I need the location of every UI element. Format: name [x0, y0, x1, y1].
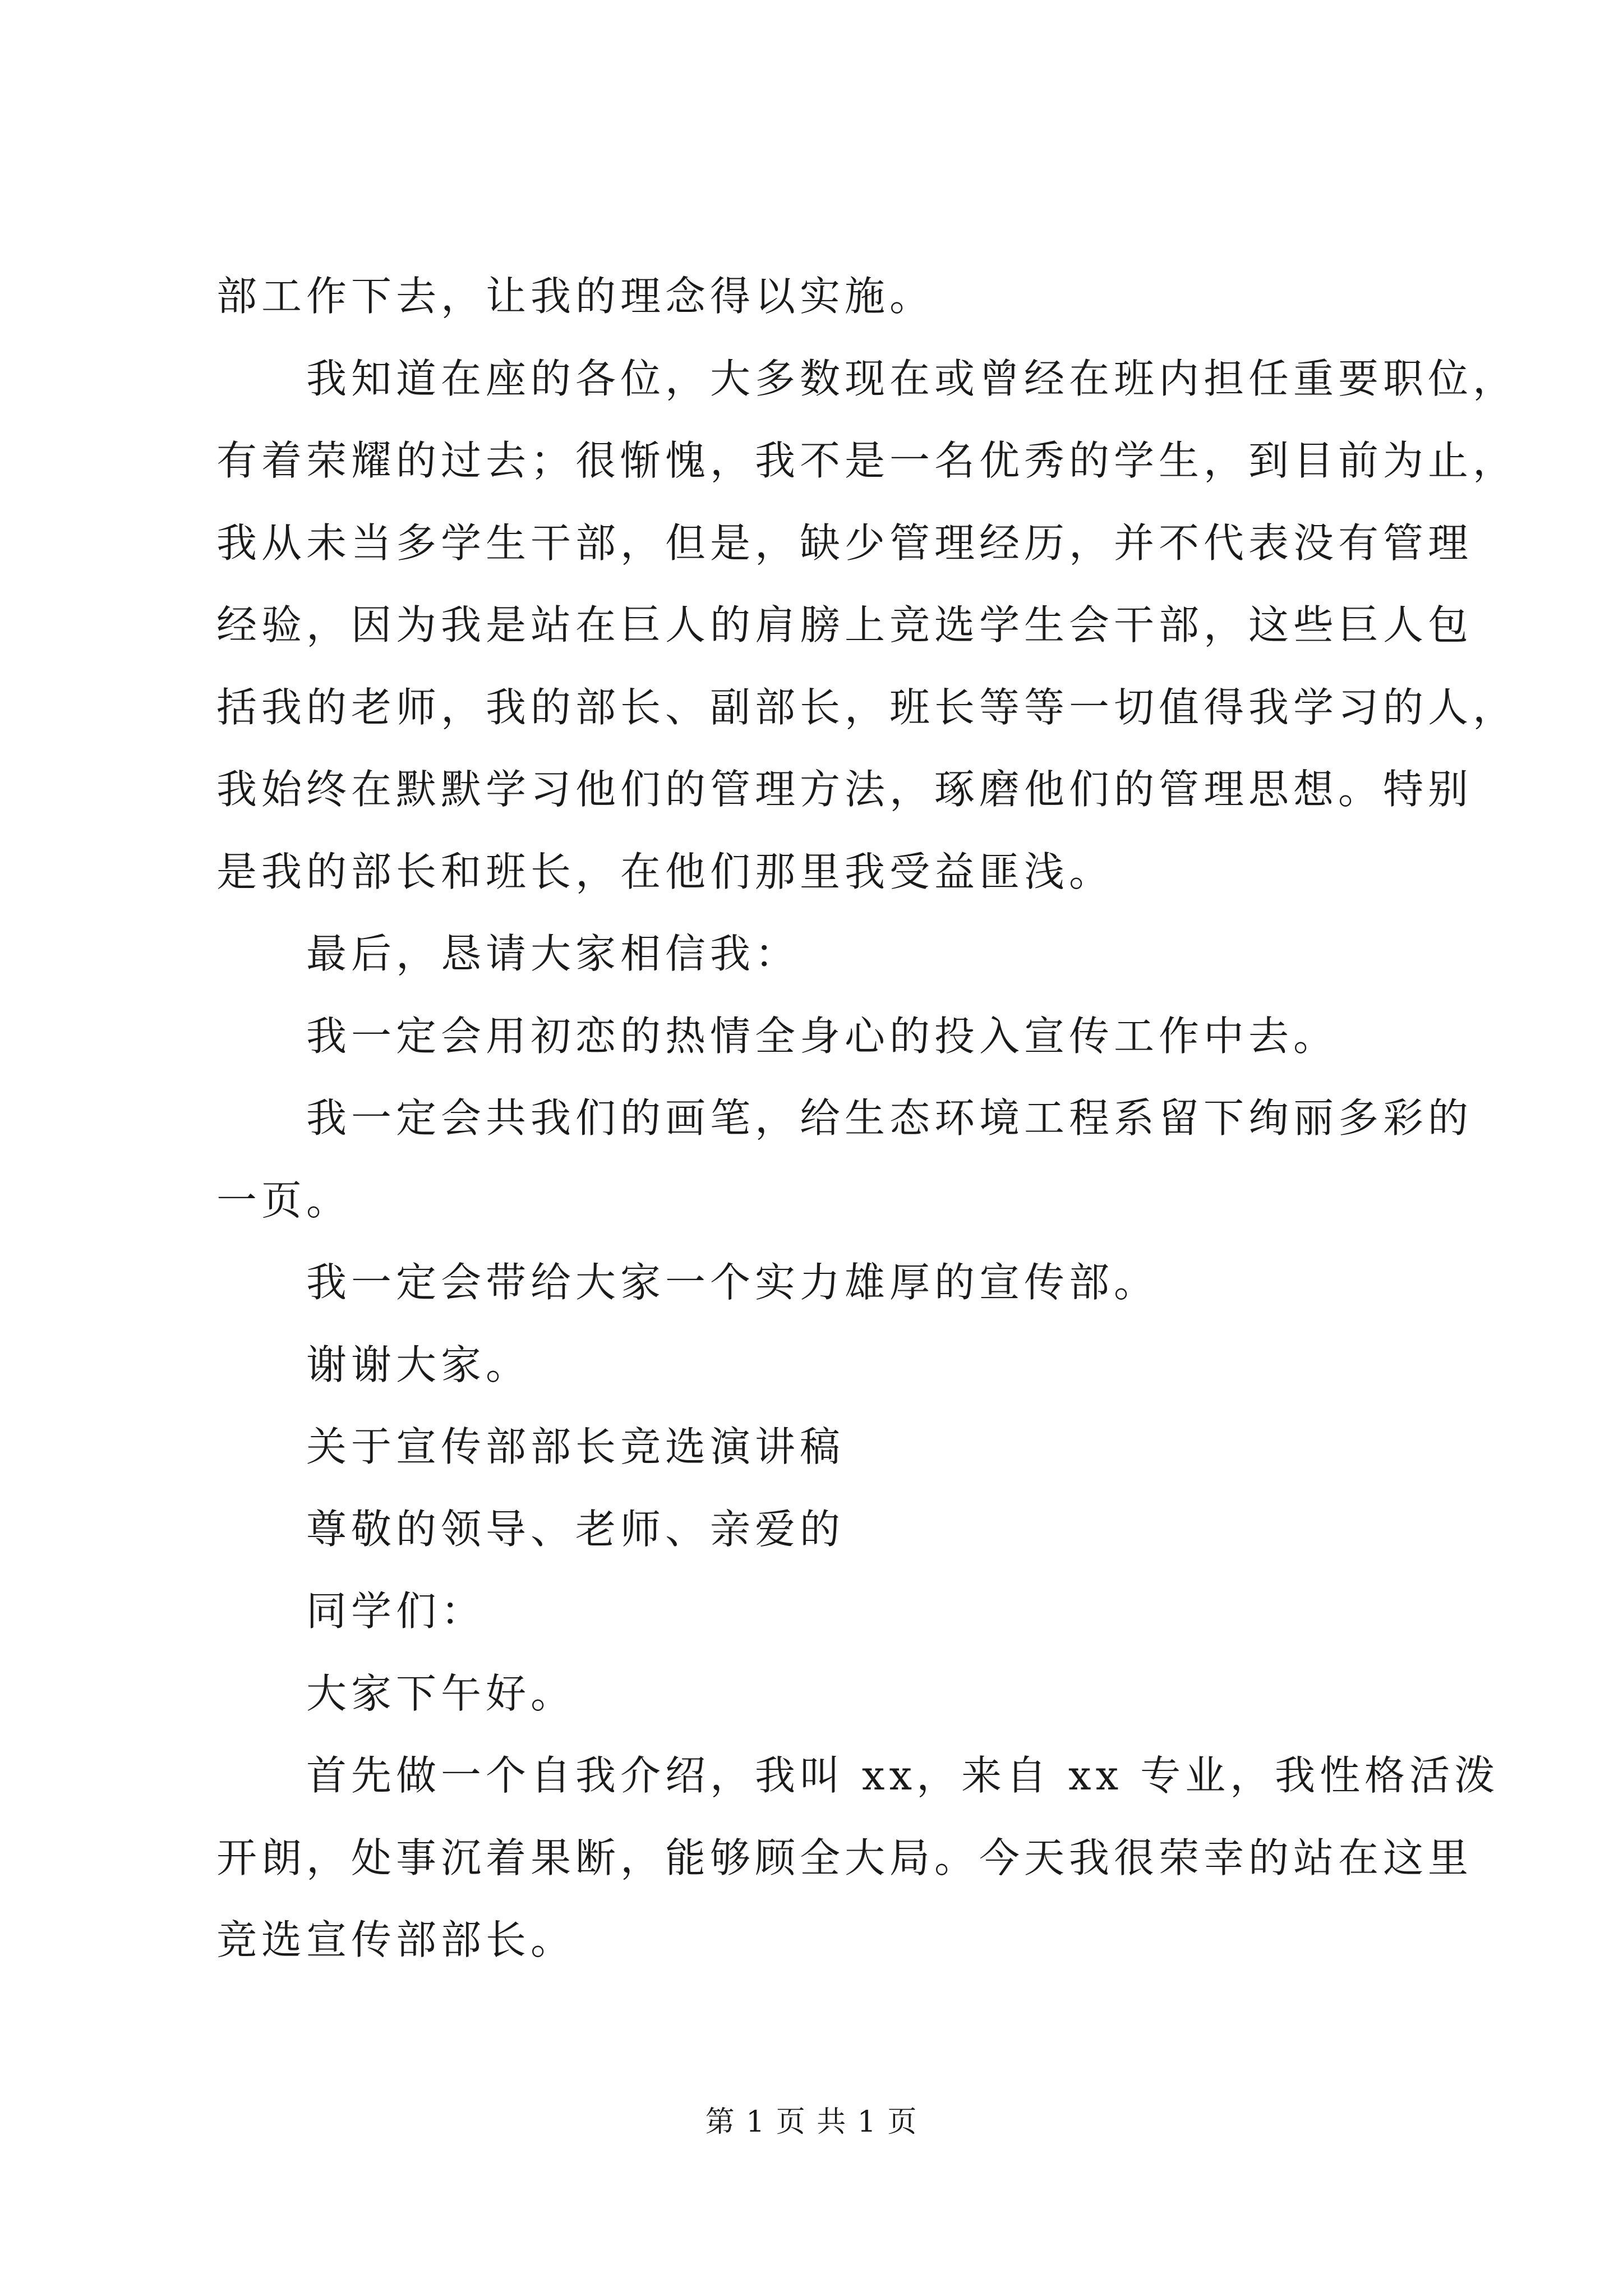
text-line: 开朗，处事沉着果断，能够顾全大局。今天我很荣幸的站在这里	[216, 1834, 1473, 1881]
text-line: 部工作下去，让我的理念得以实施。	[216, 273, 935, 320]
text-line: 我一定会共我们的画笔，给生态环境工程系留下绚丽多彩的	[306, 1094, 1473, 1142]
text-line: 括我的老师，我的部长、副部长，班长等等一切值得我学习的人，	[216, 683, 1518, 731]
text-line: 是我的部长和班长，在他们那里我受益匪浅。	[216, 848, 1114, 895]
page-footer	[0, 2098, 1623, 2140]
page-number-label: 第 1 页 共 1 页	[705, 2105, 918, 2139]
text-line: 一页。	[216, 1176, 352, 1224]
text-line: 谢谢大家。	[306, 1341, 531, 1388]
text-line: 最后，恳请大家相信我：	[306, 930, 800, 977]
text-line: 有着荣耀的过去；很惭愧，我不是一名优秀的学生，到目前为止，	[216, 437, 1518, 484]
document-body	[216, 255, 1518, 1981]
text-line: 我从未当多学生干部，但是，缺少管理经历，并不代表没有管理	[216, 519, 1473, 567]
text-line: 我知道在座的各位，大多数现在或曾经在班内担任重要职位，	[306, 355, 1518, 402]
text-line: 我始终在默默学习他们的管理方法，琢磨他们的管理思想。特别	[216, 766, 1473, 813]
text-line: 我一定会带给大家一个实力雄厚的宣传部。	[306, 1259, 1159, 1306]
text-line: 我一定会用初恋的热情全身心的投入宣传工作中去。	[306, 1012, 1339, 1060]
text-line: 关于宣传部部长竞选演讲稿	[306, 1423, 845, 1470]
text-line: 竞选宣传部部长。	[216, 1916, 576, 1963]
text-line: 同学们：	[306, 1588, 486, 1635]
text-line: 经验，因为我是站在巨人的肩膀上竞选学生会干部，这些巨人包	[216, 601, 1473, 648]
text-line: 首先做一个自我介绍，我叫 xx，来自 xx 专业，我性格活泼	[306, 1752, 1500, 1799]
text-line: 大家下午好。	[306, 1669, 576, 1717]
text-line: 尊敬的领导、老师、亲爱的	[306, 1505, 845, 1553]
